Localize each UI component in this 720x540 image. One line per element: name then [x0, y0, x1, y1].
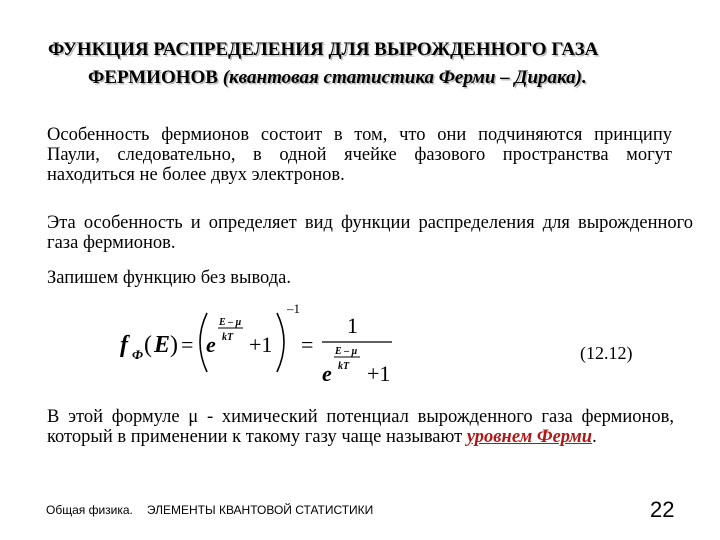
formula-exp-base-1: e	[206, 332, 216, 357]
formula-f: f	[120, 332, 128, 358]
formula-plus-one-1: +1	[249, 332, 273, 357]
page-number: 22	[650, 497, 675, 522]
formula-numerator: 1	[347, 313, 358, 338]
paragraph-feature: Эта особенность и определяет вид функции распределения для вырожденного газа фермионов.	[47, 213, 693, 253]
formula-exp-base-2: e	[322, 361, 332, 386]
footer-section: ЭЛЕМЕНТЫ КВАНТОВОЙ СТАТИСТИКИ	[146, 503, 374, 517]
footer-course: Общая физика.	[46, 503, 133, 517]
formula-subscript: Ф	[132, 347, 144, 362]
title-line-1: ФУНКЦИЯ РАСПРЕДЕЛЕНИЯ ДЛЯ ВЫРОЖДЕННОГО ГАЗА	[48, 39, 599, 60]
formula-power: –1	[287, 301, 300, 316]
big-lparen	[200, 313, 207, 372]
formula-plus-one-2: +1	[367, 361, 391, 386]
formula-lparen: (	[144, 332, 152, 358]
footer	[46, 503, 373, 517]
formula-exponent-numerator-2: E – μ	[335, 346, 358, 357]
formula-exponent-denominator-2: kT	[338, 361, 350, 372]
title-main: ФЕРМИОНОВ	[88, 67, 218, 88]
title-subtitle: (квантовая статистика Ферми – Дирака).	[222, 67, 587, 88]
formula-exponent-denominator-1: kT	[222, 332, 234, 343]
paragraph-end-period: .	[592, 427, 597, 447]
paragraph-chemical-potential-text: В этой формуле μ - химический потенциал вырожденного газа фермионов, который в применении к такому газу чаще называют	[47, 407, 674, 447]
formula-equals-1: =	[181, 332, 194, 357]
formula-rparen: )	[170, 332, 178, 358]
formula-argument: E	[154, 332, 171, 358]
fermi-level-term: уровнем Ферми	[466, 427, 593, 447]
formula-exponent-numerator-1: E – μ	[219, 317, 242, 328]
title-line-2	[40, 64, 690, 92]
paragraph-intro-formula: Запишем функцию без вывода.	[47, 268, 292, 288]
formula-equals-2: =	[301, 332, 314, 357]
paragraph-pauli: Особенность фермионов состоит в том, что они подчиняются принципу Паули, следовательно, в одной ячейке фазового пространства могут находиться не более двух электронов.	[47, 125, 672, 185]
equation-number: (12.12)	[580, 343, 633, 363]
paragraph-chemical-potential	[47, 407, 674, 447]
slide-title	[40, 36, 690, 92]
big-rparen	[277, 313, 284, 372]
